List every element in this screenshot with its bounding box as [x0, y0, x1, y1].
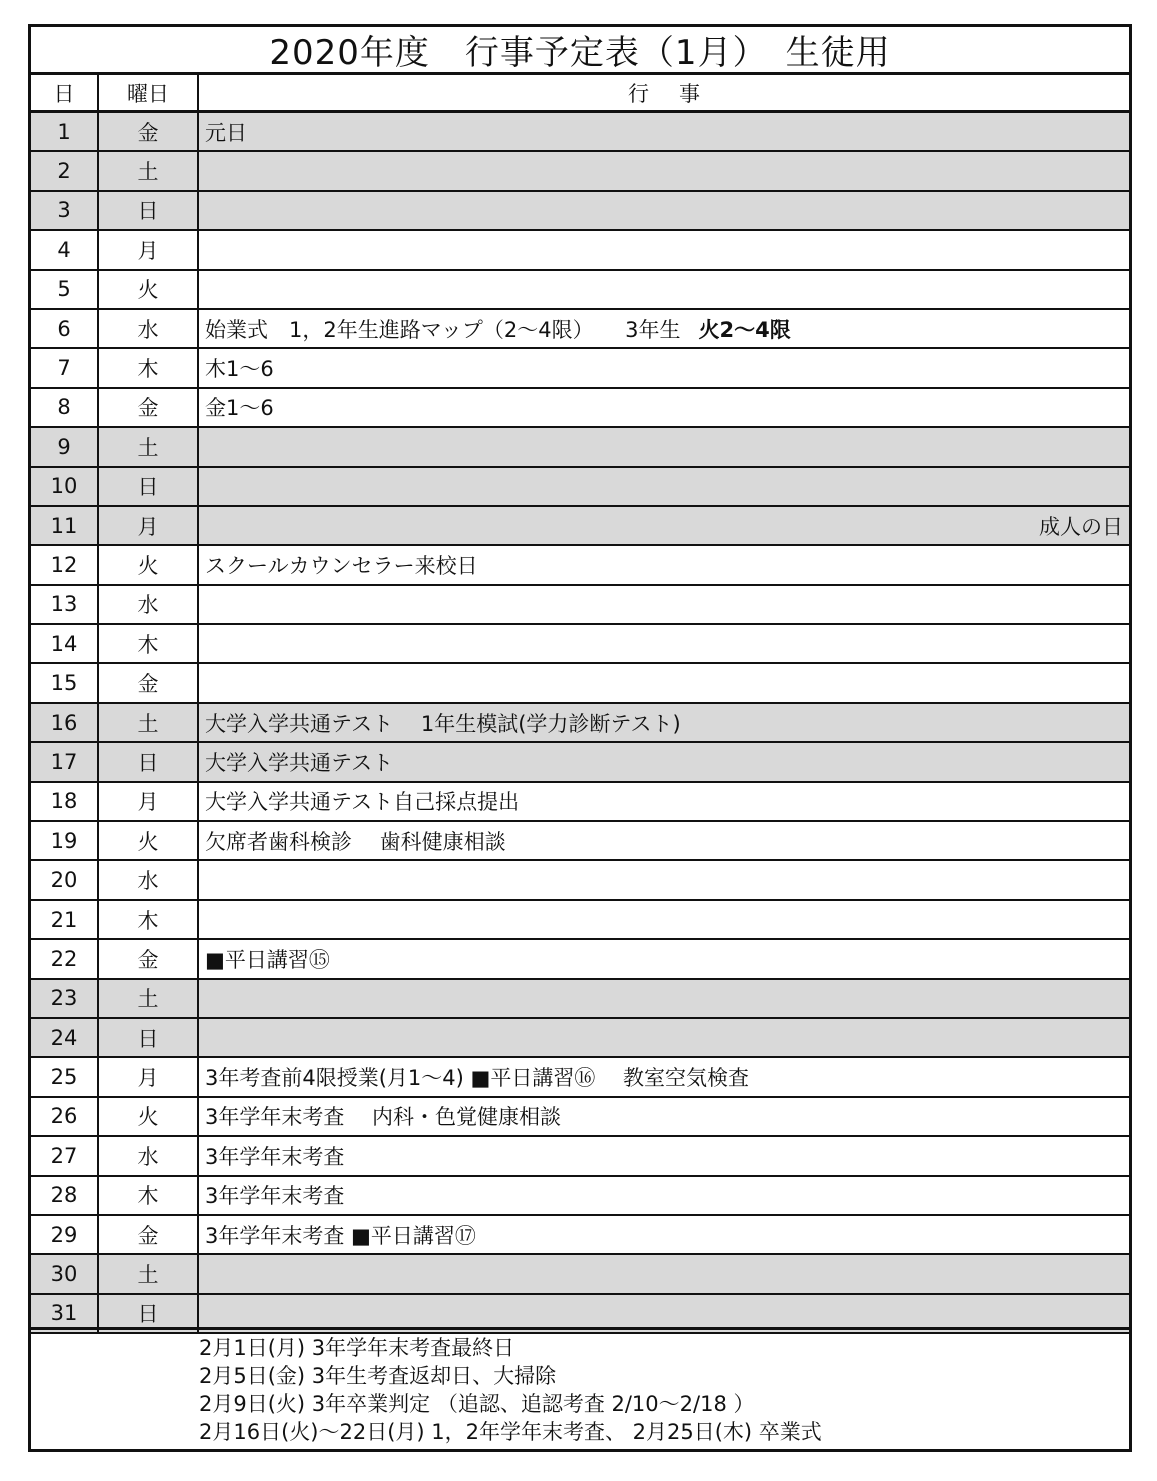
- table-row: [31, 546, 1129, 585]
- table-row: [31, 1137, 1129, 1176]
- holiday-label: 成人の日: [1039, 514, 1123, 539]
- notes-lines: [199, 1330, 822, 1449]
- table-row: [31, 1098, 1129, 1137]
- weekday-cell: 火: [99, 546, 199, 583]
- table-row: [31, 152, 1129, 191]
- day-cell: 23: [31, 980, 99, 1017]
- weekday-cell: 火: [99, 271, 199, 308]
- day-cell: 2: [31, 152, 99, 189]
- schedule-sheet: [28, 24, 1132, 1452]
- weekday-cell: 水: [99, 861, 199, 898]
- table-row: [31, 428, 1129, 467]
- event-text: スクールカウンセラー来校日: [205, 553, 478, 578]
- table-row: [31, 1058, 1129, 1097]
- event-cell: [199, 704, 1129, 741]
- table-row: [31, 861, 1129, 900]
- day-cell: 26: [31, 1098, 99, 1135]
- day-cell: 22: [31, 940, 99, 977]
- event-cell: [199, 1058, 1129, 1095]
- weekday-cell: 木: [99, 349, 199, 386]
- header-day: 日: [31, 75, 99, 110]
- day-cell: 30: [31, 1255, 99, 1292]
- day-cell: 18: [31, 783, 99, 820]
- weekday-cell: 日: [99, 743, 199, 780]
- table-row: [31, 113, 1129, 152]
- event-text: 3年考査前4限授業(月1～4) ■平日講習⑯ 教室空気検査: [205, 1066, 750, 1091]
- weekday-cell: 日: [99, 1295, 199, 1332]
- table-row: [31, 664, 1129, 703]
- weekday-cell: 日: [99, 468, 199, 505]
- event-cell: [199, 940, 1129, 977]
- event-cell: [199, 152, 1129, 189]
- day-cell: 9: [31, 428, 99, 465]
- schedule-rows: [31, 113, 1129, 1334]
- weekday-cell: 月: [99, 507, 199, 544]
- event-cell: [199, 271, 1129, 308]
- weekday-cell: 木: [99, 625, 199, 662]
- day-cell: 27: [31, 1137, 99, 1174]
- event-cell: [199, 822, 1129, 859]
- table-row: [31, 980, 1129, 1019]
- weekday-cell: 金: [99, 664, 199, 701]
- table-row: [31, 349, 1129, 388]
- weekday-cell: 金: [99, 113, 199, 150]
- header-weekday: 曜日: [99, 75, 199, 110]
- event-text: ■平日講習⑮: [205, 947, 330, 972]
- notes-section: [31, 1327, 1129, 1449]
- event-cell: [199, 428, 1129, 465]
- event-text: 3年学年末考査: [205, 1144, 345, 1169]
- event-cell: [199, 1216, 1129, 1253]
- table-row: [31, 901, 1129, 940]
- table-row: [31, 389, 1129, 428]
- event-cell: [199, 113, 1129, 150]
- day-cell: 7: [31, 349, 99, 386]
- table-row: [31, 743, 1129, 782]
- day-cell: 31: [31, 1295, 99, 1332]
- event-cell: [199, 231, 1129, 268]
- event-cell: [199, 743, 1129, 780]
- table-row: [31, 1255, 1129, 1294]
- weekday-cell: 金: [99, 1216, 199, 1253]
- event-cell: [199, 349, 1129, 386]
- weekday-cell: 日: [99, 1019, 199, 1056]
- weekday-cell: 火: [99, 1098, 199, 1135]
- event-text: 金1～6: [205, 396, 274, 421]
- table-row: [31, 271, 1129, 310]
- title-text: 2020年度 行事予定表（1月） 生徒用: [269, 33, 891, 73]
- table-row: [31, 1019, 1129, 1058]
- day-cell: 29: [31, 1216, 99, 1253]
- event-text: 3年学年末考査 内科・色覚健康相談: [205, 1105, 562, 1130]
- day-cell: 10: [31, 468, 99, 505]
- event-cell: [199, 507, 1129, 544]
- event-text: 欠席者歯科検診 歯科健康相談: [205, 829, 506, 854]
- event-cell: [199, 901, 1129, 938]
- weekday-cell: 火: [99, 822, 199, 859]
- event-cell: [199, 664, 1129, 701]
- weekday-cell: 土: [99, 428, 199, 465]
- day-cell: 4: [31, 231, 99, 268]
- event-cell: [199, 586, 1129, 623]
- header-events: 行事: [628, 81, 730, 106]
- note-line: 2月16日(火)～22日(月) 1，2年学年末考査、 2月25日(木) 卒業式: [199, 1420, 822, 1444]
- event-text: 3年学年末考査: [205, 1184, 345, 1209]
- table-row: [31, 822, 1129, 861]
- table-row: [31, 625, 1129, 664]
- event-text: 始業式 1，2年生進路マップ（2～4限） 3年生: [205, 317, 681, 342]
- day-cell: 12: [31, 546, 99, 583]
- note-line: 2月9日(火) 3年卒業判定 （追認、追認考査 2/10～2/18 ）: [199, 1392, 755, 1416]
- day-cell: 5: [31, 271, 99, 308]
- event-cell: [199, 783, 1129, 820]
- table-row: [31, 704, 1129, 743]
- day-cell: 15: [31, 664, 99, 701]
- day-cell: 13: [31, 586, 99, 623]
- event-cell: [199, 980, 1129, 1017]
- weekday-cell: 日: [99, 192, 199, 229]
- weekday-cell: 月: [99, 231, 199, 268]
- day-cell: 1: [31, 113, 99, 150]
- day-cell: 25: [31, 1058, 99, 1095]
- weekday-cell: 土: [99, 980, 199, 1017]
- weekday-cell: 水: [99, 1137, 199, 1174]
- table-row: [31, 940, 1129, 979]
- table-row: [31, 231, 1129, 270]
- event-text: 木1～6: [205, 357, 274, 382]
- event-cell: [199, 625, 1129, 662]
- table-row: [31, 783, 1129, 822]
- day-cell: 24: [31, 1019, 99, 1056]
- event-cell: [199, 1255, 1129, 1292]
- event-cell: [199, 192, 1129, 229]
- weekday-cell: 木: [99, 1177, 199, 1214]
- event-cell: [199, 1098, 1129, 1135]
- table-header: [31, 75, 1129, 113]
- weekday-cell: 土: [99, 704, 199, 741]
- day-cell: 20: [31, 861, 99, 898]
- event-text: 大学入学共通テスト自己採点提出: [205, 790, 520, 815]
- weekday-cell: 月: [99, 783, 199, 820]
- weekday-cell: 土: [99, 1255, 199, 1292]
- weekday-cell: 金: [99, 940, 199, 977]
- weekday-cell: 金: [99, 389, 199, 426]
- event-cell: [199, 546, 1129, 583]
- event-cell: [199, 1019, 1129, 1056]
- day-cell: 17: [31, 743, 99, 780]
- event-cell: [199, 310, 1129, 347]
- table-row: [31, 1177, 1129, 1216]
- day-cell: 21: [31, 901, 99, 938]
- table-row: [31, 310, 1129, 349]
- event-text: 3年学年末考査 ■平日講習⑰: [205, 1223, 476, 1248]
- table-row: [31, 586, 1129, 625]
- day-cell: 11: [31, 507, 99, 544]
- day-cell: 3: [31, 192, 99, 229]
- table-row: [31, 507, 1129, 546]
- day-cell: 28: [31, 1177, 99, 1214]
- day-cell: 14: [31, 625, 99, 662]
- event-text: 大学入学共通テスト 1年生模試(学力診断テスト): [205, 711, 681, 736]
- day-cell: 8: [31, 389, 99, 426]
- event-cell: [199, 468, 1129, 505]
- weekday-cell: 木: [99, 901, 199, 938]
- event-text: 元日: [205, 120, 247, 145]
- page-title: [31, 27, 1129, 75]
- event-cell: [199, 1137, 1129, 1174]
- note-line: 2月1日(月) 3年学年末考査最終日: [199, 1336, 515, 1360]
- note-line: 2月5日(金) 3年生考査返却日、大掃除: [199, 1364, 557, 1388]
- table-row: [31, 1216, 1129, 1255]
- notes-spacer: [31, 1330, 199, 1449]
- event-cell: [199, 861, 1129, 898]
- table-row: [31, 192, 1129, 231]
- weekday-cell: 水: [99, 586, 199, 623]
- table-row: [31, 468, 1129, 507]
- day-cell: 16: [31, 704, 99, 741]
- event-cell: [199, 1177, 1129, 1214]
- weekday-cell: 月: [99, 1058, 199, 1095]
- weekday-cell: 水: [99, 310, 199, 347]
- day-cell: 19: [31, 822, 99, 859]
- event-cell: [199, 389, 1129, 426]
- event-bold-text: 火2～4限: [698, 317, 791, 342]
- day-cell: 6: [31, 310, 99, 347]
- event-text: 大学入学共通テスト: [205, 750, 394, 775]
- weekday-cell: 土: [99, 152, 199, 189]
